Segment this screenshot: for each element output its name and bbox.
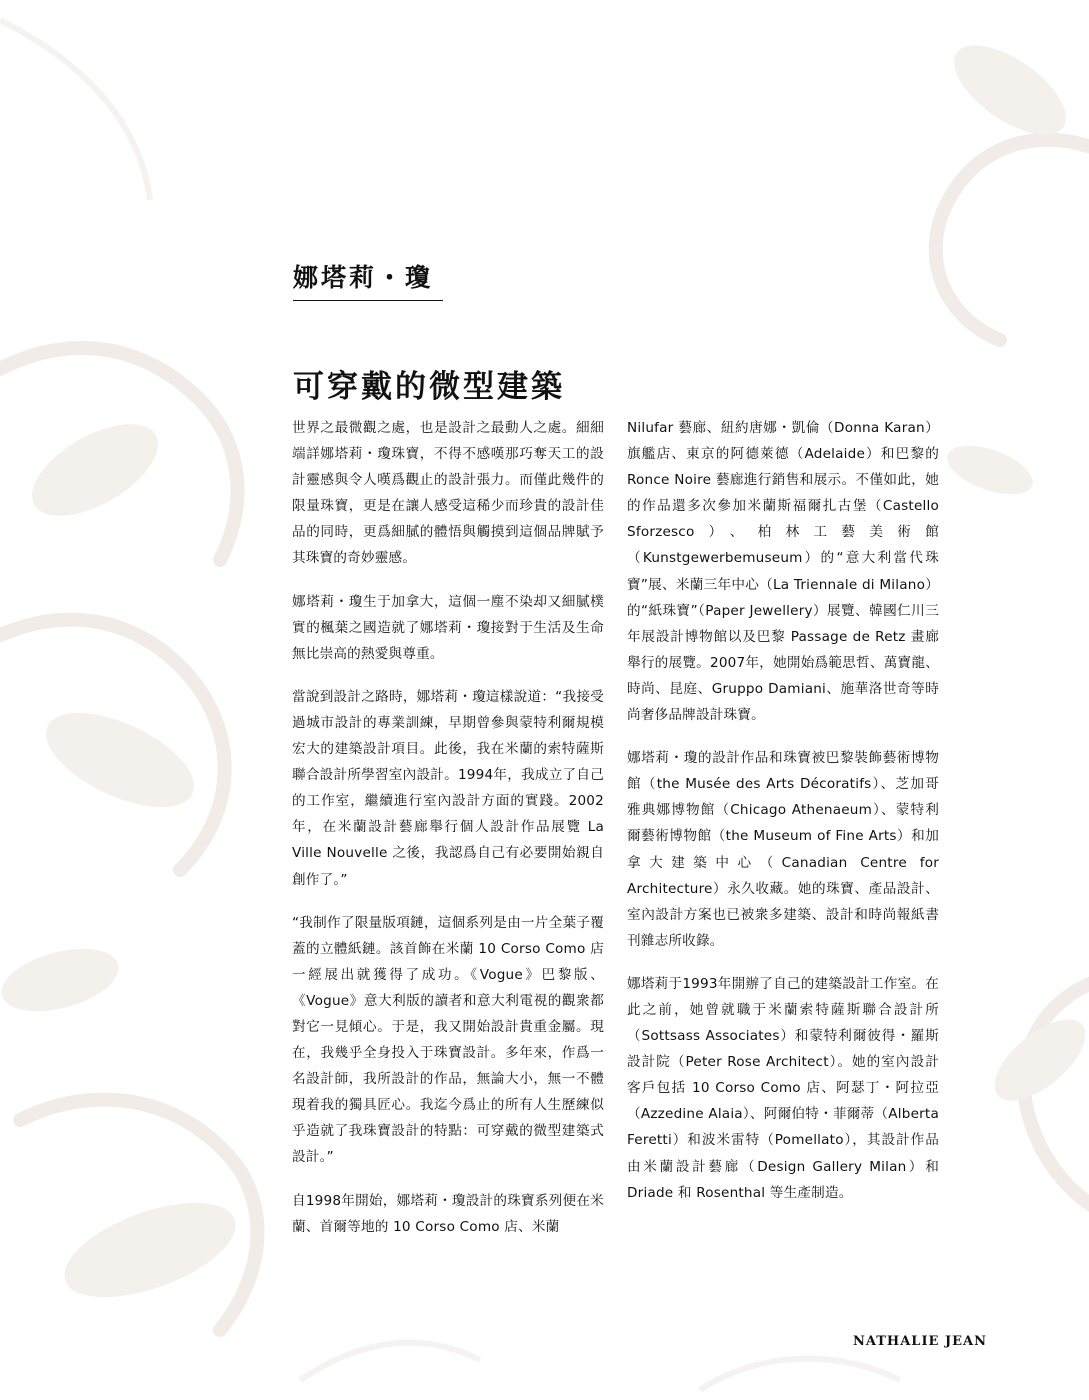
title-underline-rule <box>293 300 443 301</box>
paragraph: 世界之最微觀之處，也是設計之最動人之處。細細端詳娜塔莉・瓊珠寶，不得不感嘆那巧奪天工的設計靈感與令人嘆爲觀止的設計張力。而僅此幾件的限量珠寶，更是在讓人感受這稀少而珍貴的設計佳品的同時，更爲細膩的體悟與觸摸到這個品牌賦予其珠寶的奇妙靈感。 <box>292 420 604 567</box>
paragraph: 當說到設計之路時，娜塔莉・瓊這樣說道：“我接受過城市設計的專業訓練，早期曾參與蒙特利爾規模宏大的建築設計項目。此後，我在米蘭的索特薩斯聯合設計所學習室內設計。1994年，我成立了自己的工作室，繼續進行室內設計方面的實踐。2002年，在米蘭設計藝廊舉行個人設計作品展覽 La Ville Nouvelle 之後，我認爲自己有必要開始親自創作了。” <box>292 688 604 888</box>
left-text-column <box>292 415 604 1257</box>
right-text-column <box>627 415 939 1223</box>
article-headline: 可穿戴的微型建築 <box>293 369 565 405</box>
paragraph: 自1998年開始，娜塔莉・瓊設計的珠寶系列便在米蘭、首爾等地的 10 Corso Como 店、米蘭 <box>292 1192 604 1235</box>
paragraph: Nilufar 藝廊、紐約唐娜・凱倫（Donna Karan）旗艦店、東京的阿德萊德（Adelaide）和巴黎的 Ronce Noire 藝廊進行銷售和展示。不僅如此，她的作品還多次參加米蘭斯福爾扎古堡（Castello Sforzesco）、柏林工藝美術館（Kunstgewerbemuseum）的“意大利當代珠寶”展、米蘭三年中心（La Triennale di Milano）的“紙珠寶”（Paper Jewellery）展覽、韓國仁川三年展設計博物館以及巴黎 Passage de Retz 畫廊舉行的展覽。2007年，她開始爲範思哲、萬寶龍、時尚、昆庭、Gruppo Damiani、施華洛世奇等時尚奢侈品牌設計珠寶。 <box>627 420 939 724</box>
footer-designer-name: NATHALIE JEAN <box>853 1334 987 1349</box>
paragraph: 娜塔莉・瓊的設計作品和珠寶被巴黎裝飾藝術博物館（the Musée des Arts Décoratifs）、芝加哥雅典娜博物館（Chicago Athenaeum）、蒙特利爾藝術博物館（the Museum of Fine Arts）和加拿大建築中心（Canadian Centre for Architecture）永久收藏。她的珠寶、產品設計、室內設計方案也已被衆多建築、設計和時尚報紙書刊雜志所收錄。 <box>627 750 939 949</box>
designer-name-title: 娜塔莉・瓊 <box>293 263 434 292</box>
paragraph: 娜塔莉于1993年開辦了自己的建築設計工作室。在此之前，她曾就職于米蘭索特薩斯聯合設計所（Sottsass Associates）和蒙特利爾彼得・羅斯設計院（Peter Rose Architect）。她的室內設計客戶包括 10 Corso Como 店、阿瑟丁・阿拉亞（Azzedine Alaia）、阿爾伯特・菲爾蒂（Alberta Feretti）和波米雷特（Pomellato），其設計作品由米蘭設計藝廊（Design Gallery Milan）和 Driade 和 Rosenthal 等生產制造。 <box>627 975 939 1201</box>
paragraph: “我制作了限量版項鏈，這個系列是由一片全葉子覆蓋的立體紙鏈。該首飾在米蘭 10 Corso Como 店一經展出就獲得了成功。《Vogue》巴黎版、《Vogue》意大利版的讀者和意大利電視的觀衆都對它一見傾心。于是，我又開始設計貴重金屬。現在，我幾乎全身投入于珠寶設計。多年來，作爲一名設計師，我所設計的作品，無論大小，無一不體現着我的獨具匠心。我迄今爲止的所有人生歷練似乎造就了我珠寶設計的特點：可穿戴的微型建築式設計。” <box>292 914 604 1166</box>
paragraph: 娜塔莉・瓊生于加拿大，這個一塵不染却又細膩樸實的楓葉之國造就了娜塔莉・瓊接對于生活及生命無比崇高的熱愛與尊重。 <box>292 593 604 662</box>
